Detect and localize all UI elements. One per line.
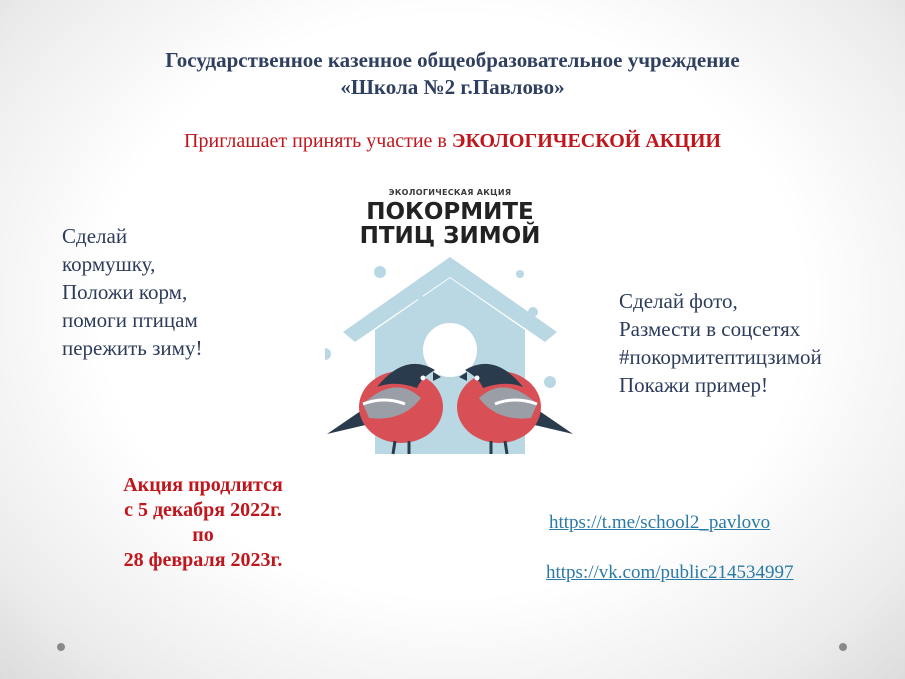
birdhouse-illustration <box>325 182 575 462</box>
hashtag: #покормитептицзимой <box>619 345 822 369</box>
left-call-to-action <box>62 222 202 362</box>
dates-line: 28 февраля 2023г. <box>123 549 283 571</box>
org-name: Государственное казенное общеобразовательное учреждение <box>165 48 740 72</box>
school-name: «Школа №2 г.Павлово» <box>340 75 565 99</box>
campaign-poster <box>325 182 575 462</box>
telegram-link[interactable]: https://t.me/school2_pavlovo <box>549 512 771 533</box>
invitation-prefix: Приглашает принять участие в <box>184 130 452 152</box>
invitation-emphasis: ЭКОЛОГИЧЕСКОЙ АКЦИИ <box>451 130 721 152</box>
left-line: Положи корм, <box>62 280 188 304</box>
vk-link[interactable]: https://vk.com/public214534997 <box>546 562 794 583</box>
campaign-dates <box>88 473 318 573</box>
poster-title-line: ПОКОРМИТЕ <box>366 199 534 225</box>
snow-dot <box>374 266 386 278</box>
snow-dot <box>325 348 331 360</box>
dates-line: с 5 декабря 2022г. <box>124 499 282 521</box>
left-line: Сделай <box>62 224 128 248</box>
right-line: Размести в соцсетях <box>619 317 801 341</box>
right-line: Сделай фото, <box>619 289 738 313</box>
invitation-text <box>0 130 905 153</box>
dates-line: Акция продлится <box>123 474 283 496</box>
poster-subtitle: ЭКОЛОГИЧЕСКАЯ АКЦИЯ <box>388 188 512 197</box>
dates-line: по <box>192 524 214 546</box>
snow-dot <box>516 270 524 278</box>
corner-dot-right <box>839 643 847 651</box>
poster-title-line: ПТИЦ ЗИМОЙ <box>359 223 541 249</box>
right-line: Покажи пример! <box>619 373 768 397</box>
left-line: помоги птицам <box>62 308 198 332</box>
snow-dot <box>544 376 556 388</box>
left-line: кормушку, <box>62 252 156 276</box>
corner-dot-left <box>57 643 65 651</box>
right-call-to-action <box>619 287 822 399</box>
left-line: пережить зиму! <box>62 336 203 360</box>
